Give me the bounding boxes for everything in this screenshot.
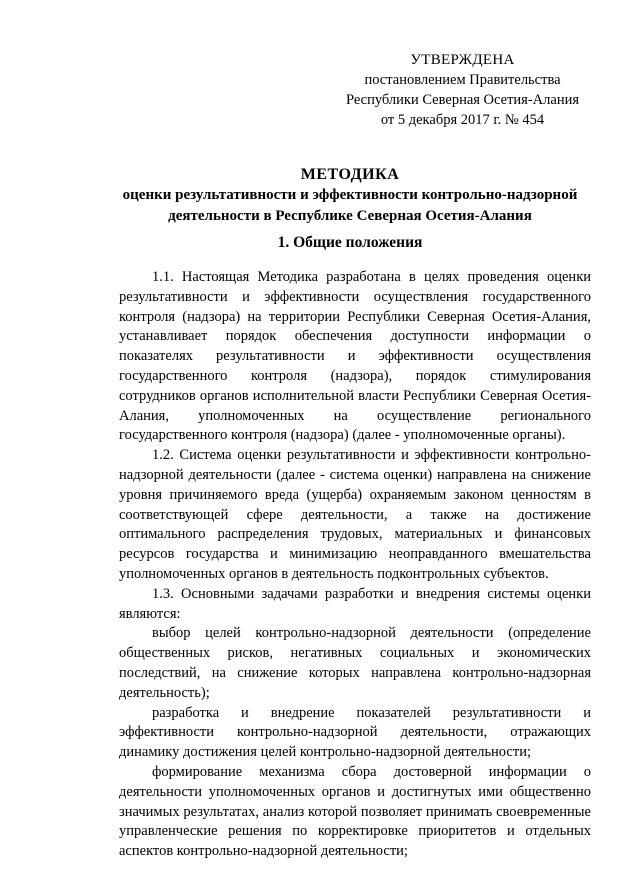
body-text <box>119 268 591 862</box>
approval-line-1: постановлением Правительства <box>364 72 561 88</box>
approval-line-2: Республики Северная Осетия-Алания <box>345 92 580 108</box>
approval-line-3: от 5 декабря 2017 г. № 454 <box>380 112 545 128</box>
approval-heading: УТВЕРЖДЕНА <box>410 52 515 68</box>
paragraph-1-2: 1.2. Система оценки результативности и эффективности контрольно-надзорной деятельности (далее - система оценки) направлена на снижение уровня причиняемого вреда (ущерба) охраняемым законом ценностям в соответствующей сфере деятельности, а также на достижение оптимального распределения трудовых, материальных и финансовых ресурсов государства и минимизацию неоправданного вмешательства уполномоченных органов в деятельность подконтрольных субъектов. <box>119 447 591 582</box>
paragraph-1-3: 1.3. Основными задачами разработки и внедрения системы оценки являются: <box>119 585 591 622</box>
paragraph-task-1: выбор целей контрольно-надзорной деятельности (определение общественных рисков, негативных социальных и экономических последствий, на снижение которых направлена контрольно-надзорная деятельность); <box>119 625 591 701</box>
title-line-1: МЕТОДИКА <box>300 166 400 183</box>
document-title <box>100 164 600 227</box>
section-heading: 1. Общие положения <box>277 234 423 251</box>
paragraph-1-1: 1.1. Настоящая Методика разработана в целях проведения оценки результативности и эффективности осуществления государственного контроля (надзора) на территории Республики Северная Осетия-Алания, устанавливает порядок обеспечения доступности информации о показателях результативности и эффективности осуществления государственного контроля (надзора), порядок стимулирования сотрудников органов исполнительной власти Республики Северная Осетия-Алания, уполномоченных на осуществление регионального государственного контроля (надзора) (далее - уполномоченные органы). <box>119 269 591 444</box>
paragraph-task-2: разработка и внедрение показателей результативности и эффективности контрольно-надзорной деятельности, отражающих динамику достижения целей контрольно-надзорной деятельности; <box>119 704 591 761</box>
title-line-3: деятельности в Республике Северная Осетия-Алания <box>168 208 532 224</box>
approval-stamp <box>340 50 585 130</box>
paragraph-task-3: формирование механизма сбора достоверной информации о деятельности уполномоченных органов и достигнутых ими общественно значимых результатах, анализ которой позволяет принимать своевременные управленческие решения по корректировке приоритетов и отдельных аспектов контрольно-надзорной деятельности; <box>119 763 591 860</box>
title-line-2: оценки результативности и эффективности контрольно-надзорной <box>122 187 578 203</box>
